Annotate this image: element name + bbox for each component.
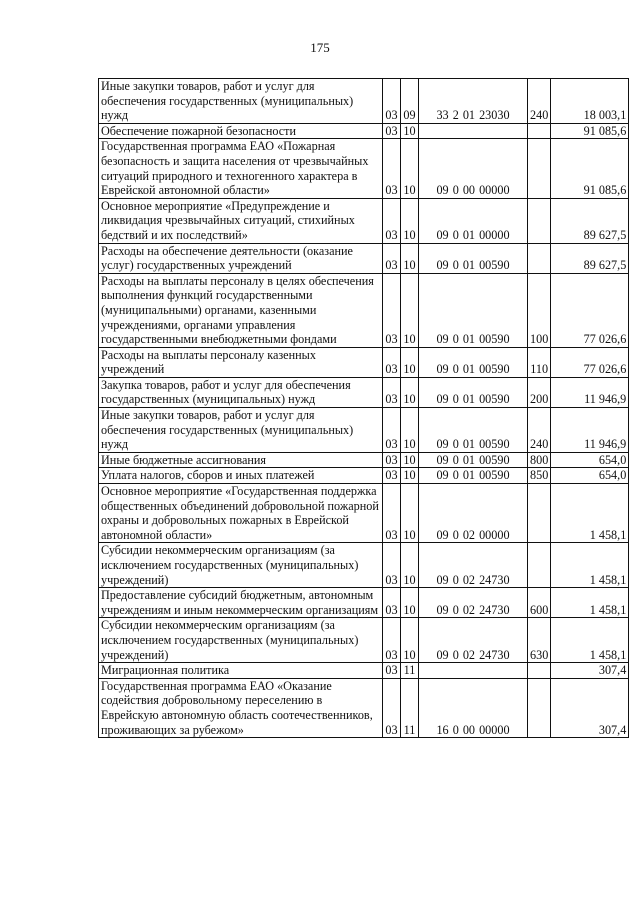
- subsection-code-cell: 10: [401, 198, 419, 243]
- subsection-code-cell: 10: [401, 243, 419, 273]
- amount-cell: 77 026,6: [551, 273, 629, 347]
- section-code-cell: 03: [383, 468, 401, 484]
- row-name-cell: Расходы на обеспечение деятельности (оказание услуг) государственных учреждений: [99, 243, 383, 273]
- row-name-cell: Субсидии некоммерческим организациям (за исключением государственных (муниципальных) учреждений): [99, 618, 383, 663]
- row-name-cell: Основное мероприятие «Предупреждение и ликвидация чрезвычайных ситуаций, стихийных бедствий и их последствий»: [99, 198, 383, 243]
- expense-type-cell: [528, 139, 551, 198]
- expense-type-cell: 630: [528, 618, 551, 663]
- target-article-cell: 09 0 01 00590: [419, 243, 528, 273]
- subsection-code-cell: 10: [401, 618, 419, 663]
- section-code-cell: 03: [383, 377, 401, 407]
- target-article-cell: 09 0 02 24730: [419, 543, 528, 588]
- table-row: [99, 484, 629, 543]
- table-row: [99, 543, 629, 588]
- budget-table-body: [99, 79, 629, 738]
- expense-type-cell: [528, 123, 551, 139]
- table-row: [99, 588, 629, 618]
- amount-cell: 91 085,6: [551, 139, 629, 198]
- target-article-cell: 09 0 01 00590: [419, 377, 528, 407]
- table-row: [99, 468, 629, 484]
- section-code-cell: 03: [383, 408, 401, 453]
- table-row: [99, 408, 629, 453]
- table-row: [99, 663, 629, 679]
- subsection-code-cell: 10: [401, 468, 419, 484]
- target-article-cell: 09 0 01 00590: [419, 452, 528, 468]
- amount-cell: 18 003,1: [551, 79, 629, 124]
- table-row: [99, 123, 629, 139]
- expense-type-cell: 800: [528, 452, 551, 468]
- target-article-cell: 09 0 00 00000: [419, 139, 528, 198]
- expense-type-cell: [528, 543, 551, 588]
- section-code-cell: 03: [383, 663, 401, 679]
- row-name-cell: Закупка товаров, работ и услуг для обеспечения государственных (муниципальных) нужд: [99, 377, 383, 407]
- target-article-cell: 09 0 02 24730: [419, 618, 528, 663]
- amount-cell: 11 946,9: [551, 377, 629, 407]
- row-name-cell: Обеспечение пожарной безопасности: [99, 123, 383, 139]
- expense-type-cell: [528, 243, 551, 273]
- row-name-cell: Расходы на выплаты персоналу казенных учреждений: [99, 347, 383, 377]
- page-number: 175: [310, 40, 330, 55]
- target-article-cell: 09 0 02 00000: [419, 484, 528, 543]
- subsection-code-cell: 10: [401, 377, 419, 407]
- subsection-code-cell: 10: [401, 452, 419, 468]
- subsection-code-cell: 11: [401, 663, 419, 679]
- amount-cell: 91 085,6: [551, 123, 629, 139]
- amount-cell: 654,0: [551, 452, 629, 468]
- subsection-code-cell: 10: [401, 347, 419, 377]
- row-name-cell: Основное мероприятие «Государственная поддержка общественных объединений добровольной пожарной охраны и добровольных пожарных в Еврейской автономной области»: [99, 484, 383, 543]
- subsection-code-cell: 09: [401, 79, 419, 124]
- table-row: [99, 139, 629, 198]
- expense-type-cell: 600: [528, 588, 551, 618]
- table-row: [99, 79, 629, 124]
- section-code-cell: 03: [383, 452, 401, 468]
- section-code-cell: 03: [383, 79, 401, 124]
- target-article-cell: 09 0 01 00590: [419, 273, 528, 347]
- amount-cell: 89 627,5: [551, 198, 629, 243]
- expense-type-cell: 240: [528, 79, 551, 124]
- section-code-cell: 03: [383, 484, 401, 543]
- expense-type-cell: [528, 678, 551, 737]
- expense-type-cell: [528, 484, 551, 543]
- table-row: [99, 198, 629, 243]
- subsection-code-cell: 11: [401, 678, 419, 737]
- amount-cell: 77 026,6: [551, 347, 629, 377]
- row-name-cell: Миграционная политика: [99, 663, 383, 679]
- row-name-cell: Государственная программа ЕАО «Пожарная безопасность и защита населения от чрезвычайных ситуаций природного и техногенного характера в Еврейской автономной области»: [99, 139, 383, 198]
- section-code-cell: 03: [383, 139, 401, 198]
- target-article-cell: 09 0 01 00590: [419, 347, 528, 377]
- row-name-cell: Иные закупки товаров, работ и услуг для обеспечения государственных (муниципальных) нужд: [99, 79, 383, 124]
- expense-type-cell: 110: [528, 347, 551, 377]
- amount-cell: 89 627,5: [551, 243, 629, 273]
- subsection-code-cell: 10: [401, 408, 419, 453]
- subsection-code-cell: 10: [401, 484, 419, 543]
- target-article-cell: [419, 663, 528, 679]
- row-name-cell: Расходы на выплаты персоналу в целях обеспечения выполнения функций государственными (муниципальными) органами, казенными учреждениями, органами управления государственными внебюджетными фондами: [99, 273, 383, 347]
- amount-cell: 654,0: [551, 468, 629, 484]
- section-code-cell: 03: [383, 243, 401, 273]
- target-article-cell: 33 2 01 23030: [419, 79, 528, 124]
- table-row: [99, 618, 629, 663]
- budget-table: [98, 78, 629, 738]
- target-article-cell: 09 0 01 00590: [419, 408, 528, 453]
- section-code-cell: 03: [383, 618, 401, 663]
- target-article-cell: 16 0 00 00000: [419, 678, 528, 737]
- table-row: [99, 377, 629, 407]
- subsection-code-cell: 10: [401, 588, 419, 618]
- section-code-cell: 03: [383, 588, 401, 618]
- subsection-code-cell: 10: [401, 139, 419, 198]
- row-name-cell: Иные бюджетные ассигнования: [99, 452, 383, 468]
- table-row: [99, 347, 629, 377]
- amount-cell: 1 458,1: [551, 618, 629, 663]
- target-article-cell: [419, 123, 528, 139]
- expense-type-cell: [528, 198, 551, 243]
- section-code-cell: 03: [383, 543, 401, 588]
- amount-cell: 1 458,1: [551, 588, 629, 618]
- expense-type-cell: 850: [528, 468, 551, 484]
- table-row: [99, 273, 629, 347]
- table-row: [99, 678, 629, 737]
- section-code-cell: 03: [383, 347, 401, 377]
- amount-cell: 1 458,1: [551, 543, 629, 588]
- section-code-cell: 03: [383, 678, 401, 737]
- amount-cell: 11 946,9: [551, 408, 629, 453]
- row-name-cell: Предоставление субсидий бюджетным, автономным учреждениям и иным некоммерческим организациям: [99, 588, 383, 618]
- row-name-cell: Иные закупки товаров, работ и услуг для обеспечения государственных (муниципальных) нужд: [99, 408, 383, 453]
- table-row: [99, 452, 629, 468]
- section-code-cell: 03: [383, 123, 401, 139]
- target-article-cell: 09 0 01 00000: [419, 198, 528, 243]
- target-article-cell: 09 0 02 24730: [419, 588, 528, 618]
- expense-type-cell: 100: [528, 273, 551, 347]
- expense-type-cell: [528, 663, 551, 679]
- amount-cell: 307,4: [551, 678, 629, 737]
- row-name-cell: Уплата налогов, сборов и иных платежей: [99, 468, 383, 484]
- target-article-cell: 09 0 01 00590: [419, 468, 528, 484]
- expense-type-cell: 240: [528, 408, 551, 453]
- subsection-code-cell: 10: [401, 273, 419, 347]
- row-name-cell: Государственная программа ЕАО «Оказание содействия добровольному переселению в Еврейскую автономную область соотечественников, проживающих за рубежом»: [99, 678, 383, 737]
- row-name-cell: Субсидии некоммерческим организациям (за исключением государственных (муниципальных) учреждений): [99, 543, 383, 588]
- expense-type-cell: 200: [528, 377, 551, 407]
- section-code-cell: 03: [383, 273, 401, 347]
- amount-cell: 1 458,1: [551, 484, 629, 543]
- section-code-cell: 03: [383, 198, 401, 243]
- amount-cell: 307,4: [551, 663, 629, 679]
- table-row: [99, 243, 629, 273]
- subsection-code-cell: 10: [401, 123, 419, 139]
- subsection-code-cell: 10: [401, 543, 419, 588]
